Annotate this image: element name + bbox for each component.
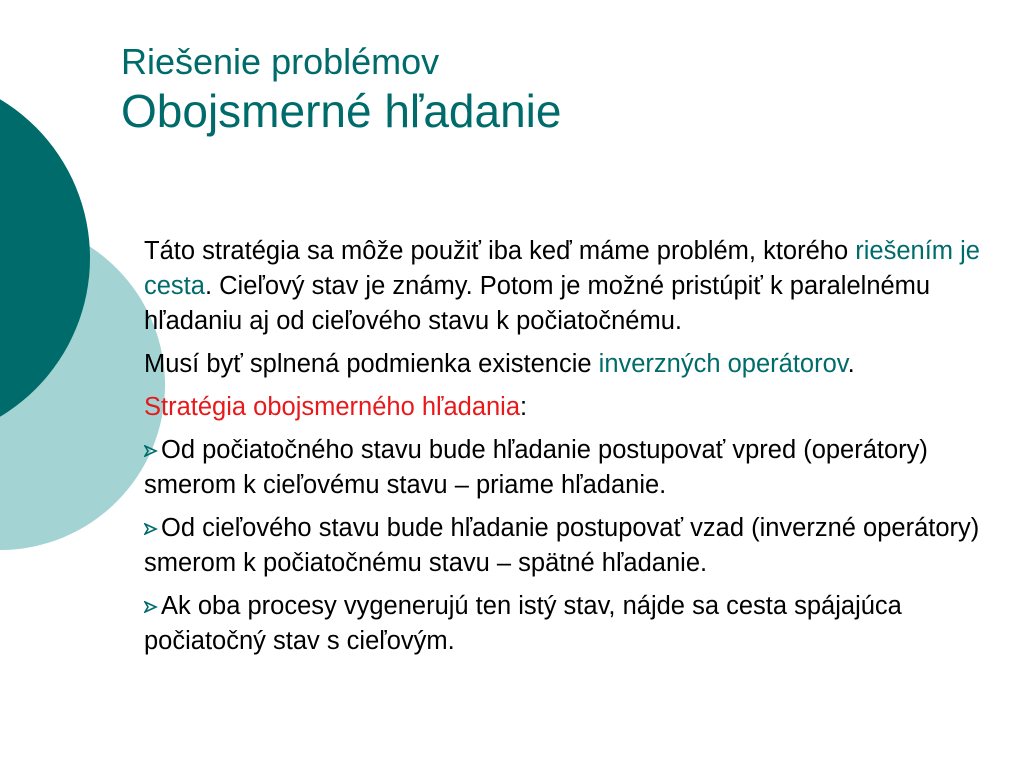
bullet-item	[144, 589, 1006, 659]
highlight-term: inverzných operátorov	[598, 350, 848, 378]
paragraph-heading	[144, 390, 1006, 425]
bullet-item	[144, 511, 1006, 581]
highlight-term: riešením je cesta	[144, 237, 980, 300]
strategy-heading: Stratégia obojsmerného hľadania	[144, 393, 521, 421]
paragraph-text: Musí byť splnená podmienka existencie	[144, 350, 599, 378]
paragraph-strategy	[144, 234, 1006, 339]
title-line-1: Riešenie problémov	[121, 41, 440, 82]
paragraph-text: .	[847, 350, 855, 378]
bullet-text: Od počiatočného stavu bude hľadanie postupovať vpred (operátory) smerom k cieľovému stavu – priame hľadanie.	[144, 436, 928, 499]
paragraph-text: . Cieľový stav je známy. Potom je možné pristúpiť k paralelnému hľadaniu aj od cieľového stavu k počiatočnému.	[144, 272, 931, 335]
arrow-bullet-icon	[144, 523, 160, 535]
slide-title	[121, 40, 1001, 138]
title-line-2: Obojsmerné hľadanie	[121, 85, 562, 137]
bullet-text: Od cieľového stavu bude hľadanie postupovať vzad (inverzné operátory) smerom k počiatočnému stavu – spätné hľadanie.	[144, 514, 980, 577]
arrow-bullet-icon	[144, 601, 160, 613]
slide-body	[144, 234, 1006, 667]
arrow-bullet-icon	[144, 445, 160, 457]
paragraph-condition	[144, 347, 1006, 382]
bullet-item	[144, 433, 1006, 503]
paragraph-text: :	[520, 393, 528, 421]
paragraph-text: Táto stratégia sa môže použiť iba keď máme problém, ktorého	[144, 237, 856, 265]
bullet-text: Ak oba procesy vygenerujú ten istý stav, nájde sa cesta spájajúca počiatočný stav s cieľovým.	[144, 592, 902, 655]
